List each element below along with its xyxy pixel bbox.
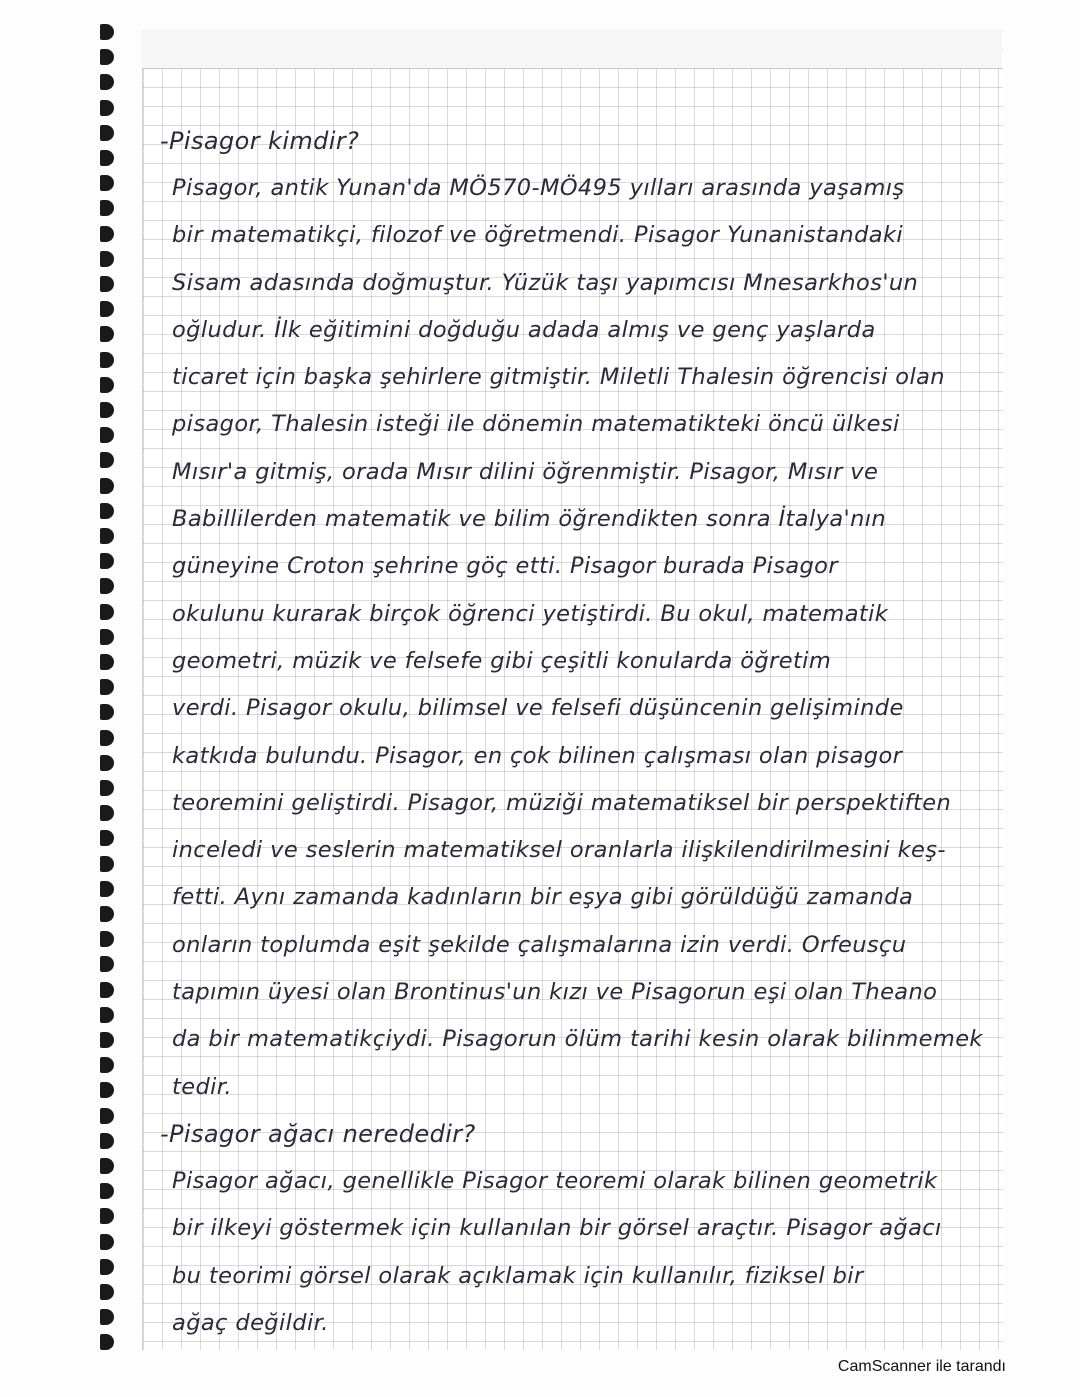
binding-hole — [100, 1057, 114, 1073]
binding-hole — [100, 125, 114, 141]
binding-hole — [100, 478, 114, 494]
text-line: teoremini geliştirdi. Pisagor, müziği matematiksel bir perspektiften — [172, 789, 952, 816]
binding-hole — [100, 175, 114, 191]
binding-hole — [100, 24, 114, 40]
binding-hole — [100, 402, 114, 418]
text-line: bu teorimi görsel olarak açıklamak için kullanılır, fiziksel bir — [172, 1262, 864, 1289]
binding-hole — [100, 856, 114, 872]
binding-hole — [100, 780, 114, 796]
text-line: bir ilkeyi göstermek için kullanılan bir görsel araçtır. Pisagor ağacı — [172, 1215, 942, 1242]
binding-hole — [100, 1108, 114, 1124]
binding-hole — [100, 200, 114, 216]
scanner-watermark: CamScanner ile tarandı — [837, 1358, 1006, 1375]
binding-hole — [100, 881, 114, 897]
binding-hole — [100, 830, 114, 846]
binding-hole — [100, 1007, 114, 1023]
binding-hole — [100, 629, 114, 645]
text-line: ağaç değildir. — [172, 1309, 329, 1336]
binding-hole — [100, 1183, 114, 1199]
section-body-who — [160, 165, 990, 1111]
binding-hole — [100, 301, 114, 317]
binding-hole — [100, 906, 114, 922]
binding-hole — [100, 1334, 114, 1350]
binding-hole — [100, 503, 114, 519]
handwritten-text — [160, 118, 990, 1347]
text-line: oğludur. İlk eğitimini doğduğu adada almış ve genç yaşlarda — [172, 316, 876, 343]
text-line: ticaret için başka şehirlere gitmiştir. Miletli Thalesin öğrencisi olan — [172, 364, 945, 391]
text-line: pisagor, Thalesin isteği ile dönemin matematikteki öncü ülkesi — [172, 411, 900, 438]
text-line: Mısır'a gitmiş, orada Mısır dilini öğrenmiştir. Pisagor, Mısır ve — [172, 458, 879, 485]
spiral-binding — [98, 20, 122, 1360]
section-heading-who: -Pisagor kimdir? — [160, 127, 360, 155]
text-line: okulunu kurarak birçok öğrenci yetiştirdi. Bu okul, matematik — [172, 600, 889, 627]
binding-hole — [100, 704, 114, 720]
text-line: Sisam adasında doğmuştur. Yüzük taşı yapımcısı Mnesarkhos'un — [172, 269, 919, 296]
text-line: onların toplumda eşit şekilde çalışmalarına izin verdi. Orfeusçu — [172, 931, 907, 958]
binding-hole — [100, 931, 114, 947]
text-line: katkıda bulundu. Pisagor, en çok bilinen çalışması olan pisagor — [172, 742, 903, 769]
notebook-top-margin — [142, 30, 1002, 69]
binding-hole — [100, 1284, 114, 1300]
binding-hole — [100, 604, 114, 620]
text-line: Pisagor ağacı, genellikle Pisagor teoremi olarak bilinen geometrik — [172, 1167, 938, 1194]
binding-hole — [100, 528, 114, 544]
binding-hole — [100, 654, 114, 670]
binding-hole — [100, 1133, 114, 1149]
text-line: tedir. — [172, 1073, 232, 1100]
binding-hole — [100, 1082, 114, 1098]
binding-hole — [100, 730, 114, 746]
binding-hole — [100, 1259, 114, 1275]
binding-hole — [100, 452, 114, 468]
binding-hole — [100, 1032, 114, 1048]
binding-hole — [100, 1208, 114, 1224]
binding-hole — [100, 805, 114, 821]
text-line: Pisagor, antik Yunan'da MÖ570-MÖ495 yılları arasında yaşamış — [172, 175, 905, 201]
binding-hole — [100, 956, 114, 972]
text-line: bir matematikçi, filozof ve öğretmendi. Pisagor Yunanistandaki — [172, 222, 904, 249]
text-line: geometri, müzik ve felsefe gibi çeşitli konularda öğretim — [172, 647, 832, 674]
binding-hole — [100, 377, 114, 393]
binding-hole — [100, 578, 114, 594]
text-line: verdi. Pisagor okulu, bilimsel ve felsefi düşüncenin gelişiminde — [172, 695, 904, 722]
binding-hole — [100, 553, 114, 569]
binding-hole — [100, 251, 114, 267]
binding-hole — [100, 326, 114, 342]
binding-hole — [100, 1309, 114, 1325]
text-line: tapımın üyesi olan Brontinus'un kızı ve Pisagorun eşi olan Theano — [172, 979, 938, 1006]
binding-hole — [100, 755, 114, 771]
binding-hole — [100, 1234, 114, 1250]
binding-hole — [100, 1158, 114, 1174]
binding-hole — [100, 49, 114, 65]
binding-hole — [100, 276, 114, 292]
binding-hole — [100, 150, 114, 166]
binding-hole — [100, 982, 114, 998]
binding-hole — [100, 100, 114, 116]
section-body-tree — [160, 1158, 990, 1347]
binding-hole — [100, 226, 114, 242]
text-line: inceledi ve seslerin matematiksel oranlarla ilişkilendirilmesini keş- — [172, 837, 946, 864]
text-line: Babillilerden matematik ve bilim öğrendikten sonra İtalya'nın — [172, 506, 887, 533]
text-line: güneyine Croton şehrine göç etti. Pisagor burada Pisagor — [172, 553, 839, 580]
text-line: fetti. Aynı zamanda kadınların bir eşya gibi görüldüğü zamanda — [172, 884, 914, 911]
binding-hole — [100, 74, 114, 90]
binding-hole — [100, 427, 114, 443]
text-line: da bir matematikçiydi. Pisagorun ölüm tarihi kesin olarak bilinmemek — [172, 1026, 983, 1053]
section-heading-tree: -Pisagor ağacı nerededir? — [160, 1119, 476, 1148]
binding-hole — [100, 679, 114, 695]
binding-hole — [100, 352, 114, 368]
